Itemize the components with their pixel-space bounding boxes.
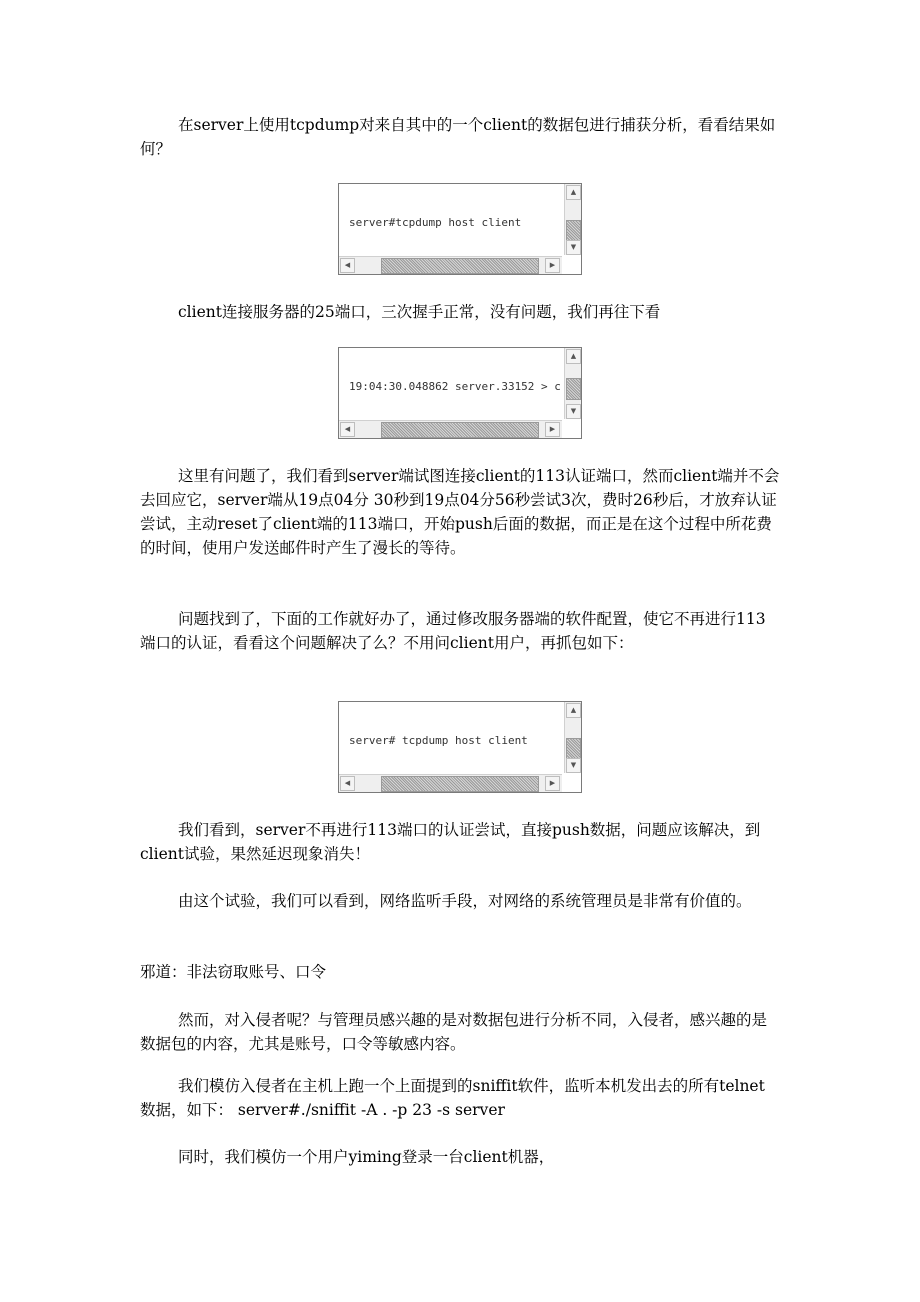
paragraph-5: 我们看到，server不再进行113端口的认证尝试，直接push数据，问题应该解决，到client试验，果然延迟现象消失！ (140, 821, 761, 863)
scroll-right-arrow-icon[interactable]: ▶ (545, 258, 560, 273)
scroll-left-arrow-icon[interactable]: ◀ (340, 422, 355, 437)
scroll-right-arrow-icon[interactable]: ▶ (545, 422, 560, 437)
paragraph-6: 由这个试验，我们可以看到，网络监听手段，对网络的系统管理员是非常有价值的。 (178, 892, 752, 910)
paragraph-3: 这里有问题了，我们看到server端试图连接client的113认证端口，然而client端并不会去回应它，server端从19点04分 30秒到19点04分56秒尝试3次，费时26秒后，才放弃认证尝试，主动reset了client端的113端口，开始push后面的数据，而正是在这个过程中所花费的时间，使用户发送邮件时产生了漫长的等待。 (140, 467, 780, 557)
vertical-scrollbar[interactable] (564, 348, 581, 420)
scrollbar-corner (562, 419, 581, 438)
horizontal-scroll-thumb[interactable] (381, 776, 539, 792)
horizontal-scrollbar[interactable] (339, 774, 563, 792)
scroll-left-arrow-icon[interactable]: ◀ (340, 258, 355, 273)
scroll-down-arrow-icon[interactable]: ▼ (566, 758, 581, 773)
textbox-content (349, 189, 561, 251)
scroll-up-arrow-icon[interactable]: ▲ (566, 703, 581, 718)
paragraph-4: 问题找到了，下面的工作就好办了，通过修改服务器端的软件配置，使它不再进行113端口的认证，看看这个问题解决了么？不用问client用户，再抓包如下： (140, 610, 766, 652)
textbox-line: 19:04:30.048862 server.33152 > c (349, 380, 561, 394)
paragraph-1: 在server上使用tcpdump对来自其中的一个client的数据包进行捕获分析，看看结果如何？ (140, 116, 776, 158)
vertical-scroll-thumb[interactable] (566, 220, 581, 242)
scroll-down-arrow-icon[interactable]: ▼ (566, 240, 581, 255)
vertical-scroll-thumb[interactable] (566, 738, 581, 760)
vertical-scroll-thumb[interactable] (566, 378, 581, 400)
scrollbar-corner (562, 773, 581, 792)
section-heading: 邪道：非法窃取账号、口令 (140, 963, 327, 981)
scroll-right-arrow-icon[interactable]: ▶ (545, 776, 560, 791)
scroll-up-arrow-icon[interactable]: ▲ (566, 349, 581, 364)
code-textbox-3[interactable] (338, 701, 582, 793)
horizontal-scrollbar[interactable] (339, 420, 563, 438)
horizontal-scroll-thumb[interactable] (381, 422, 539, 438)
textbox-line: server#tcpdump host client (349, 216, 522, 230)
textbox-content (349, 353, 561, 415)
paragraph-9: 同时，我们模仿一个用户yiming登录一台client机器， (178, 1148, 555, 1166)
scroll-down-arrow-icon[interactable]: ▼ (566, 404, 581, 419)
textbox-line: server# tcpdump host client (349, 734, 528, 748)
paragraph-7: 然而，对入侵者呢？与管理员感兴趣的是对数据包进行分析不同，入侵者，感兴趣的是数据包的内容，尤其是账号，口令等敏感内容。 (140, 1011, 768, 1053)
vertical-scrollbar[interactable] (564, 184, 581, 256)
scroll-left-arrow-icon[interactable]: ◀ (340, 776, 355, 791)
scrollbar-corner (562, 255, 581, 274)
horizontal-scrollbar[interactable] (339, 256, 563, 274)
scroll-up-arrow-icon[interactable]: ▲ (566, 185, 581, 200)
paragraph-8: 我们模仿入侵者在主机上跑一个上面提到的sniffit软件，监听本机发出去的所有telnet数据，如下： server#./sniffit -A . -p 23 -s server (140, 1077, 765, 1119)
vertical-scrollbar[interactable] (564, 702, 581, 774)
code-textbox-2[interactable] (338, 347, 582, 439)
code-textbox-1[interactable] (338, 183, 582, 275)
paragraph-2: client连接服务器的25端口，三次握手正常，没有问题，我们再往下看 (178, 303, 661, 321)
horizontal-scroll-thumb[interactable] (381, 258, 539, 274)
textbox-content (349, 707, 561, 769)
